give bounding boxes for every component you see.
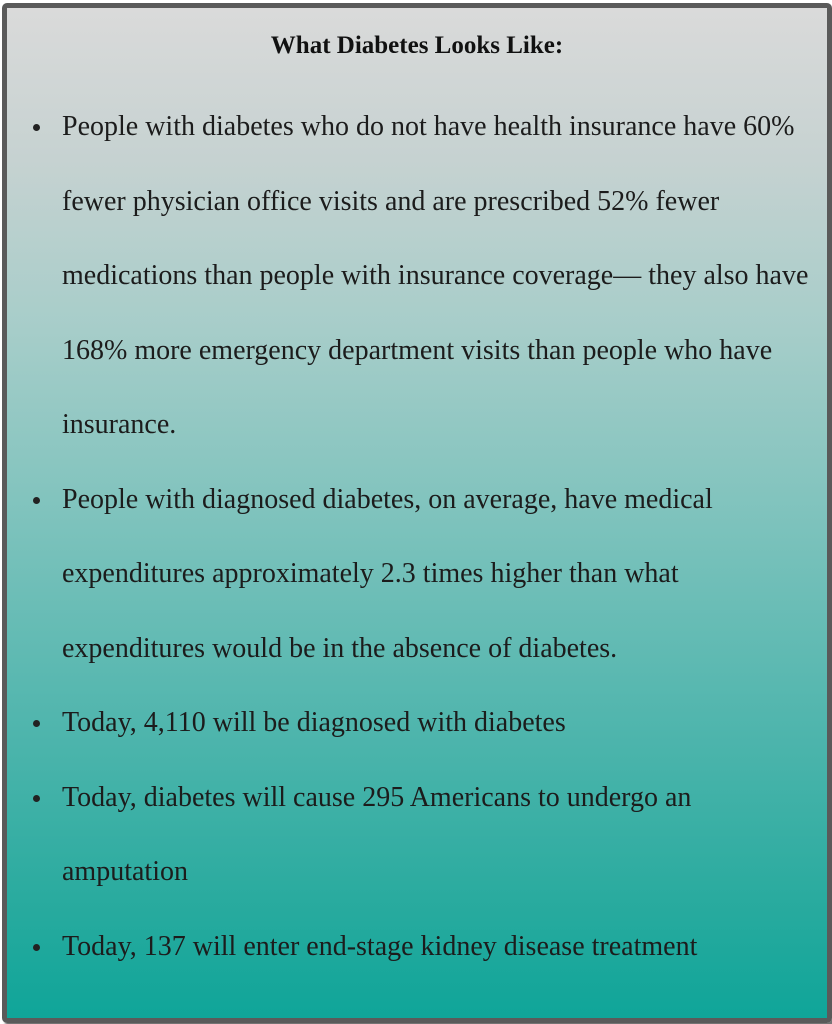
list-item-text: Today, diabetes will cause 295 Americans to undergo an amputation [62, 781, 692, 887]
bullet-icon [33, 124, 40, 131]
bullet-icon [33, 497, 40, 504]
fact-list [25, 90, 815, 984]
list-item [25, 910, 815, 985]
bullet-icon [33, 944, 40, 951]
list-item-text: Today, 137 will enter end-stage kidney disease treatment [62, 930, 698, 962]
list-item-text: People with diagnosed diabetes, on average, have medical expenditures approximately 2.3 times higher than what expenditures would be in the absence of diabetes. [62, 483, 713, 664]
bullet-icon [33, 720, 40, 727]
card-title: What Diabetes Looks Like: [270, 32, 564, 59]
info-card [2, 3, 832, 1023]
list-item [25, 463, 815, 687]
list-item [25, 761, 815, 910]
list-item [25, 90, 815, 463]
list-item-text: People with diabetes who do not have health insurance have 60% fewer physician office visits and are prescribed 52% fewer medications than people with insurance coverage— they also have 168% more emergency department visits than people who have insurance. [62, 111, 809, 440]
list-item [25, 686, 815, 761]
bullet-icon [33, 795, 40, 802]
list-item-text: Today, 4,110 will be diagnosed with diabetes [62, 707, 566, 738]
